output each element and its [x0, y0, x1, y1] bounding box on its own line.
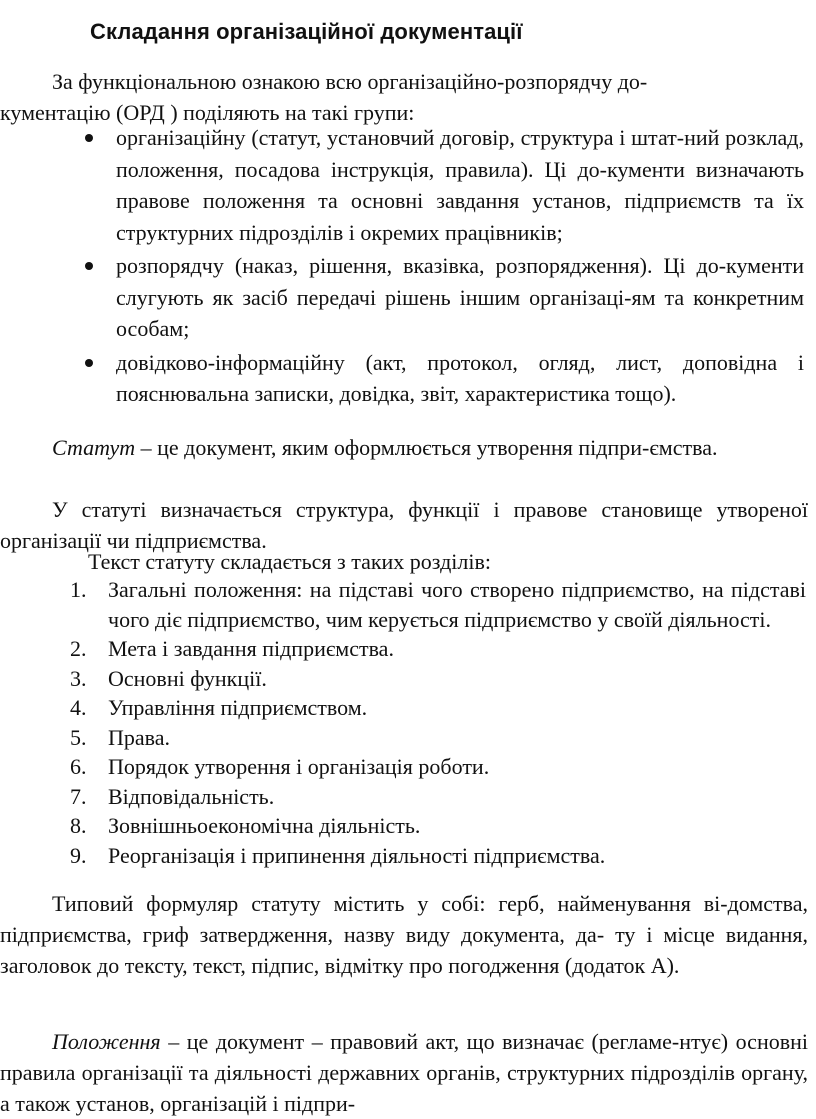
statute-sections-intro: Текст статуту складається з таких розділів: — [88, 549, 491, 574]
list-item — [84, 250, 804, 345]
intro-paragraph — [0, 66, 808, 128]
list-item-text: Загальні положення: на підставі чого створено підприємство, на підставі чого діє підприємство, чим керується підприємство у своїй діяльності. — [108, 577, 806, 632]
list-item-text: Управління підприємством. — [108, 695, 368, 720]
statute-definition-text: – це документ, яким оформлюється утворення підпри-ємства. — [135, 435, 718, 460]
list-item — [84, 122, 804, 248]
bullet-icon — [85, 134, 93, 142]
statute-term: Статут — [52, 435, 136, 460]
statute-formular — [0, 888, 808, 981]
statute-definition — [0, 432, 808, 463]
statute-sections-list — [70, 575, 806, 870]
list-item-text: організаційну (статут, установчий договір, структура і штат-ний розклад, положення, посадова інструкція, правила). Ці до-кументи визначають правове положення та основні завдання установ, підприємств та їх структурних підрозділів і окремих працівників; — [116, 125, 804, 245]
bullet-icon — [85, 359, 93, 367]
list-number: 7. — [70, 783, 87, 809]
intro-line-1: За функціональною ознакою всю організаційно-розпорядчу до- — [52, 69, 648, 94]
list-item — [70, 664, 806, 694]
list-item-text: Права. — [108, 724, 171, 750]
list-item — [70, 782, 806, 812]
list-item — [84, 347, 804, 410]
list-number: 6. — [70, 754, 87, 779]
list-item-text: Мета і завдання підприємства. — [108, 636, 394, 661]
list-item-text: розпорядчу (наказ, рішення, вказівка, розпорядження). Ці до-кументи слугують як засіб передачі рішень іншим організаці-ям та конкретним особам; — [116, 253, 804, 341]
regulation-definition — [0, 1026, 808, 1119]
list-item-text: Реорганізація і припинення діяльності підприємства. — [108, 842, 606, 868]
list-item — [70, 634, 806, 664]
regulation-definition-text: – це документ – правовий акт, що визначає (регламе-нтує) основні правила організації та діяльності державних органів, структурних підрозділів органу, а також установ, організацій і підпри- — [0, 1029, 808, 1116]
list-item-text: довідково-інформаційну (акт, протокол, огляд, лист, доповідна і пояснювальна записки, довідка, звіт, характеристика тощо). — [116, 349, 804, 406]
list-number: 5. — [70, 724, 87, 750]
statute-purpose-text: У статуті визначається структура, функції і правове становище утвореної організації чи підприємства. — [0, 497, 808, 553]
list-number: 1. — [70, 577, 87, 602]
list-item-text: Зовнішньоекономічна діяльність. — [108, 813, 421, 838]
statute-formular-text: Типовий формуляр статуту містить у собі: герб, найменування ві-домства, підприємства, гриф затвердження, назву виду документа, да- ту і місце видання, заголовок до тексту, текст, підпис, відмітку про погодження (додаток А). — [0, 891, 808, 978]
list-item-text: Порядок утворення і організація роботи. — [108, 754, 490, 779]
list-item — [70, 811, 806, 841]
list-number: 4. — [70, 695, 87, 720]
list-item — [70, 575, 806, 634]
list-number: 8. — [70, 813, 87, 838]
list-item-text: Основні функції. — [108, 665, 267, 691]
regulation-term: Положення — [52, 1029, 161, 1054]
list-item — [70, 841, 806, 871]
list-item — [70, 693, 806, 723]
page-title: Складання організаційної документації — [90, 19, 523, 44]
bullet-icon — [85, 262, 93, 270]
document-groups-list — [84, 122, 804, 410]
intro-line-2: кументацію (ОРД ) поділяють на такі групи: — [0, 100, 415, 125]
list-item — [70, 752, 806, 782]
list-item — [70, 723, 806, 753]
list-number: 2. — [70, 636, 87, 661]
list-number: 9. — [70, 842, 87, 868]
list-number: 3. — [70, 665, 87, 691]
list-item-text: Відповідальність. — [108, 783, 275, 809]
